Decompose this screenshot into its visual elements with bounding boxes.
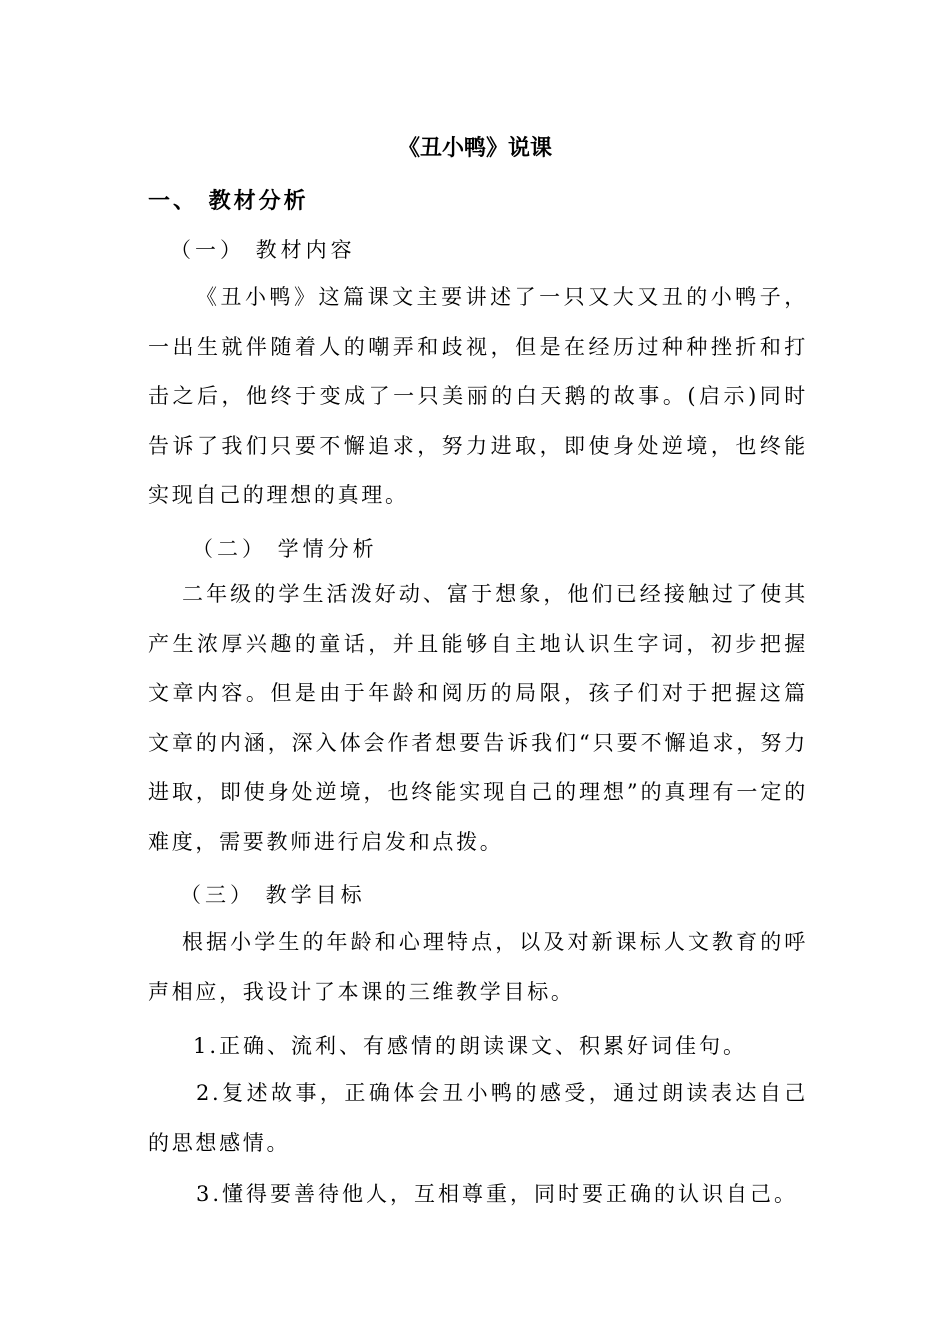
goal-item-2: 2.复述故事，正确体会丑小鸭的感受，通过朗读表达自己的思想感情。 [148, 1081, 808, 1155]
document-title: 《丑小鸭》说课 [397, 135, 552, 161]
subheading-student-analysis: （二） 学情分析 [192, 537, 378, 561]
paragraph-teaching-goals-intro: 根据小学生的年龄和心理特点，以及对新课标人文教育的呼声相应，我设计了本课的三维教学目标。 [148, 930, 808, 1004]
paragraph-student-analysis: 二年级的学生活泼好动、富于想象，他们已经接触过了使其产生浓厚兴趣的童话，并且能够自主地认识生字词，初步把握文章内容。但是由于年龄和阅历的局限，孩子们对于把握这篇文章的内涵，深入体会作者想要告诉我们“只要不懈追求，努力进取，即使身处逆境，也终能实现自己的理想”的真理有一定的难度，需要教师进行启发和点拨。 [148, 582, 808, 854]
paragraph-textbook-content: 《丑小鸭》这篇课文主要讲述了一只又大又丑的小鸭子，一出生就伴随着人的嘲弄和歧视，但是在经历过种种挫折和打击之后，他终于变成了一只美丽的白天鹅的故事。(启示)同时告诉了我们只要不懈追求，努力进取，即使身处逆境，也终能实现自己的理想的真理。 [148, 285, 808, 507]
goal-item-1: 1.正确、流利、有感情的朗读课文、积累好词佳句。 [193, 1034, 748, 1058]
section-heading-textbook-analysis: 一、 教材分析 [148, 189, 309, 214]
goal-item-3: 3.懂得要善待他人，互相尊重，同时要正确的认识自己。 [196, 1182, 799, 1206]
subheading-teaching-goals: （三） 教学目标 [180, 883, 366, 907]
subheading-textbook-content: （一） 教材内容 [170, 238, 356, 262]
